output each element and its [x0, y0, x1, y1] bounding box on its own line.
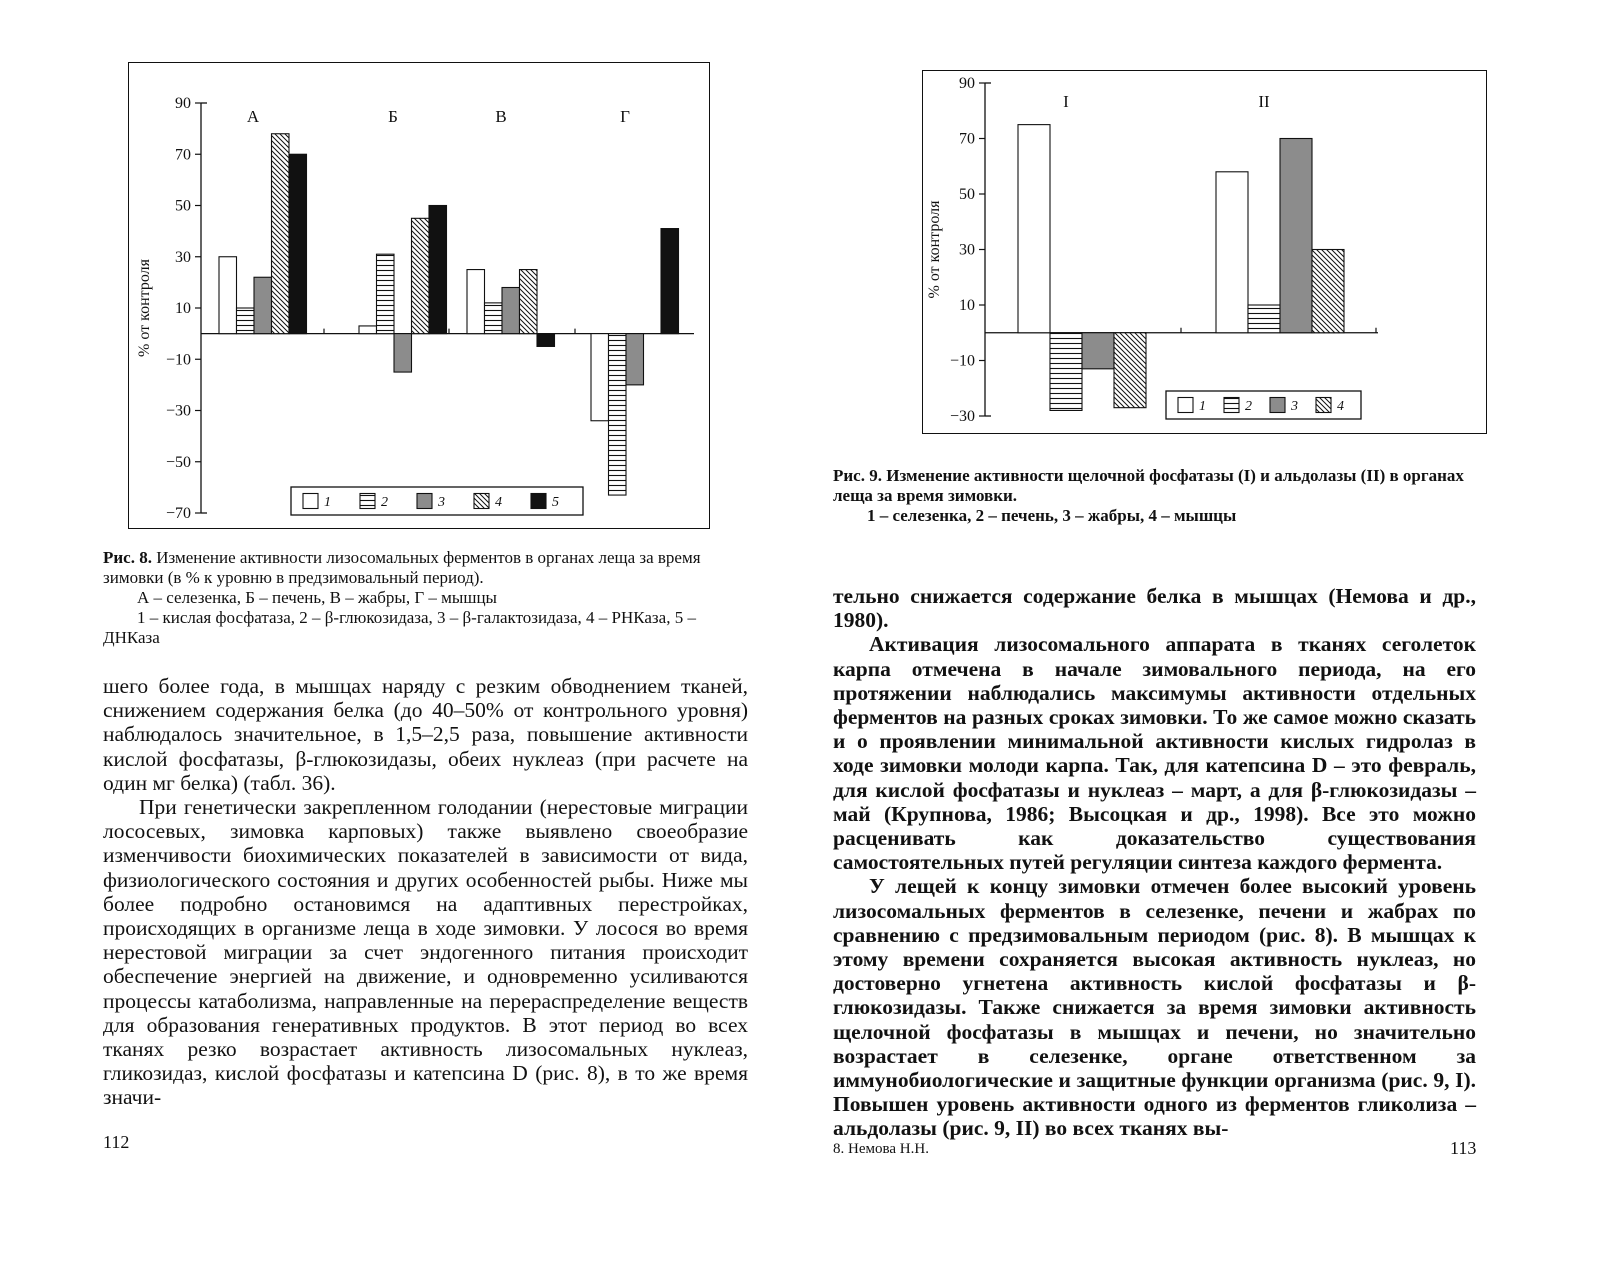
left-body-text [103, 674, 748, 1110]
legend-swatch [474, 494, 489, 509]
legend-swatch [1224, 398, 1239, 413]
bar [1248, 305, 1280, 333]
bar [485, 303, 503, 334]
y-tick-label: −30 [949, 408, 975, 425]
bar [502, 288, 520, 334]
figure-8-caption-enzymes: 1 – кислая фосфатаза, 2 – β-глюкозидаза, 3 – β-галактозидаза, 4 – РНКаза, 5 – ДНКаза [103, 608, 696, 647]
legend-label: 4 [495, 495, 502, 510]
bar [1312, 250, 1344, 333]
bar [394, 334, 412, 372]
bar [1082, 333, 1114, 369]
y-tick-label: −10 [949, 352, 975, 370]
bar [429, 206, 447, 334]
legend-label: 2 [381, 495, 388, 510]
right-page [800, 0, 1600, 1264]
right-body-text [833, 584, 1476, 1141]
bar [591, 334, 609, 421]
legend-swatch [1178, 398, 1193, 413]
y-tick-label: 10 [175, 300, 191, 317]
y-tick-label: 90 [175, 95, 191, 112]
figure-8-caption [103, 548, 748, 648]
figure-8-chart [129, 63, 709, 528]
y-axis-label: % от контроля [926, 200, 943, 299]
y-axis-label: % от контроля [136, 259, 153, 357]
right-paragraph-2: Активация лизосомального аппарата в тканях сеголеток карпа отмечена в начале зимовального периода, на его протяжении наблюдались максимумы активности отдельных ферментов на разных сроках зимовки. То же самое можно сказать и о проявлении минимальной активности кислых гидролаз в ходе зимовки молоди карпа. Так, для катепсина D – это февраль, для кислой фосфатазы и нуклеаз – март, а для β-глюкозидазы – май (Крупнова, 1986; Высоцкая и др., 1998). Все это можно расценивать как доказательство существования самостоятельных путей регуляции синтеза каждого фермента. [833, 632, 1476, 875]
legend-swatch [360, 494, 375, 509]
legend-swatch [303, 494, 318, 509]
y-tick-label: −10 [165, 351, 191, 369]
legend-label: 3 [438, 495, 445, 510]
legend-box [1166, 391, 1361, 419]
bar [1050, 333, 1082, 411]
category-label: II [1258, 92, 1270, 111]
y-tick-label: 30 [959, 241, 975, 259]
bar [359, 326, 377, 334]
category-label: I [1063, 92, 1069, 111]
bar [1018, 125, 1050, 333]
bar [1280, 139, 1312, 333]
legend-swatch [1316, 398, 1331, 413]
legend-swatch [417, 494, 432, 509]
figure-9-caption [833, 466, 1483, 526]
bar [520, 270, 538, 334]
bar [412, 218, 430, 333]
bar [219, 257, 237, 334]
category-label: Б [388, 107, 398, 126]
y-tick-label: 10 [959, 297, 975, 314]
bar [289, 154, 307, 333]
bar [1216, 172, 1248, 333]
y-tick-label: −50 [165, 453, 191, 471]
legend-label: 1 [324, 495, 331, 510]
bar [661, 229, 679, 334]
y-tick-label: 70 [175, 146, 191, 164]
bar [1114, 333, 1146, 408]
bar [377, 254, 395, 333]
y-tick-label: 50 [175, 197, 191, 215]
legend-label: 5 [552, 495, 559, 510]
y-tick-label: 90 [959, 75, 975, 92]
category-label: В [495, 107, 507, 126]
legend-label: 4 [1337, 399, 1344, 414]
left-paragraph-1: шего более года, в мышцах наряду с резким обводнением тканей, снижением содержания белка (до 40–50% от контрольного уровня) наблюдалось значительное, в 1,5–2,5 раза, повышение активности кислой фосфатазы, β-глюкозидазы, обеих нуклеаз (при расчете на один мг белка) (табл. 36). [103, 674, 748, 795]
bar [626, 334, 644, 385]
legend-label: 3 [1291, 399, 1298, 414]
figure-9-label: Рис. 9. [833, 466, 882, 485]
y-tick-label: 30 [175, 248, 191, 266]
chapter-footer: 8. Немова Н.Н. [833, 1141, 929, 1157]
legend-label: 2 [1245, 399, 1252, 414]
y-tick-label: 50 [959, 186, 975, 203]
figure-9-caption-text: Изменение активности щелочной фосфатазы (I) и альдолазы (II) в органах леща за время зимовки. [833, 466, 1464, 505]
legend-swatch [531, 494, 546, 509]
bar [272, 134, 290, 334]
y-tick-label: −70 [165, 505, 191, 522]
page-number-right: 113 [1450, 1138, 1477, 1158]
figure-8 [128, 62, 710, 529]
bar [237, 308, 255, 334]
figure-9 [922, 70, 1487, 434]
category-label: Г [620, 107, 630, 126]
legend-swatch [1270, 398, 1285, 413]
y-tick-label: 70 [959, 130, 975, 148]
figure-8-caption-text: Изменение активности лизосомальных ферментов в органах леща за время зимовки (в % к уровню в предзимовальный период). [103, 548, 701, 587]
page-number-left: 112 [103, 1132, 130, 1152]
right-paragraph-3: У лещей к концу зимовки отмечен более высокий уровень лизосомальных ферментов в селезенке, печени и жабрах по сравнению с предзимовальным периодом (рис. 8). В мышцах к этому времени сохраняется высокая активность нуклеаз, но достоверно угнетена активность кислой фосфатазы и β-глюкозидазы. Также снижается за время зимовки активность щелочной фосфатазы в мышцах и печени, но значительно возрастает в селезенке, органе ответственном за иммунобиологические и защитные функции организма (рис. 9, I). Повышен уровень активности одного из ферментов гликолиза – альдолазы (рис. 9, II) во всех тканях вы- [833, 874, 1476, 1141]
figure-9-caption-organs: 1 – селезенка, 2 – печень, 3 – жабры, 4 – мышцы [867, 506, 1237, 525]
figure-8-caption-organs: А – селезенка, Б – печень, В – жабры, Г – мышцы [137, 588, 497, 607]
bar [254, 277, 272, 333]
y-tick-label: −30 [165, 402, 191, 420]
bar [537, 334, 555, 347]
bar [609, 334, 627, 495]
figure-8-label: Рис. 8. [103, 548, 152, 567]
bar [467, 270, 485, 334]
figure-9-chart [923, 71, 1486, 433]
right-paragraph-1: тельно снижается содержание белка в мышцах (Немова и др., 1980). [833, 584, 1476, 633]
left-paragraph-2: При генетически закрепленном голодании (нерестовые миграции лососевых, зимовка карповых) также выявлено своеобразие изменчивости биохимических показателей в зависимости от вида, физиологического состояния и других особенностей рыбы. Ниже мы более подробно остановимся на адаптивных перестройках, происходящих в организме леща в ходе зимовки. У лосося во время нерестовой миграции за счет эндогенного питания происходит обеспечение энергией на движение, и одновременно усиливаются процессы катаболизма, направленные на перераспределение веществ для образования генеративных продуктов. В этот период во всех тканях резко возрастает активность лизосомальных нуклеаз, гликозидаз, кислой фосфатазы и катепсина D (рис. 8), в то же время значи- [103, 795, 748, 1110]
category-label: А [246, 107, 260, 126]
legend-label: 1 [1199, 399, 1206, 414]
